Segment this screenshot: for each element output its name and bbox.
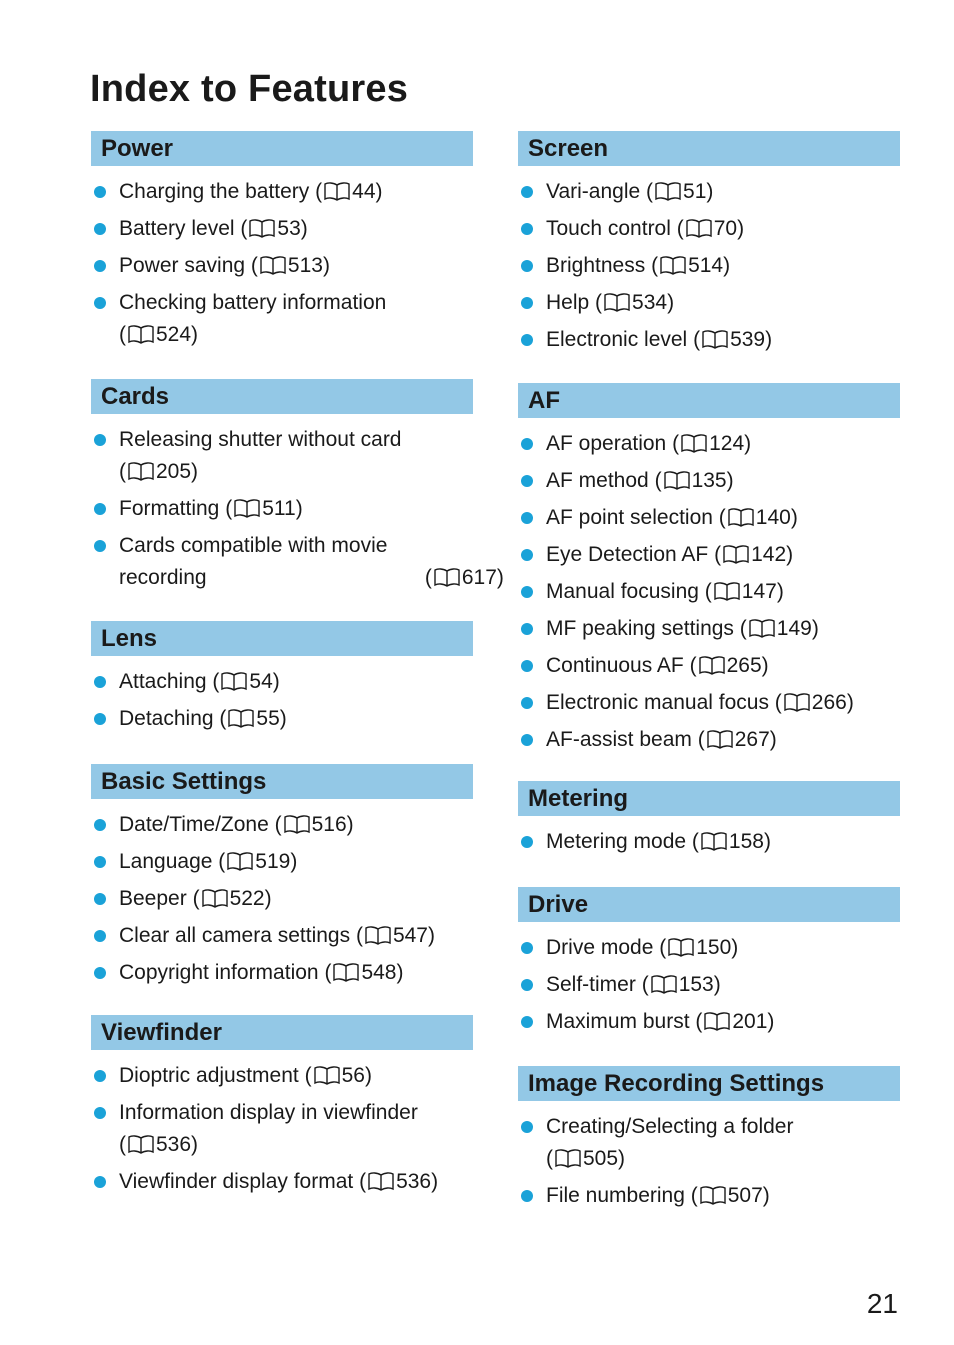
- section-heading: Basic Settings: [91, 764, 473, 799]
- book-icon: [127, 461, 155, 481]
- bullet-icon: [521, 836, 533, 848]
- bullet-icon: [94, 967, 106, 979]
- page-ref: ( 536): [119, 1133, 199, 1156]
- bullet-icon: [521, 475, 533, 487]
- book-icon: [283, 814, 311, 834]
- page-number-ref: 53: [277, 217, 301, 240]
- page-ref: ( 505): [546, 1147, 626, 1170]
- book-icon: [201, 888, 229, 908]
- item-list: [91, 424, 504, 594]
- item-label: Power saving: [119, 254, 246, 277]
- page-number-ref: 513: [287, 254, 323, 277]
- page-ref: ( 548): [324, 961, 404, 984]
- list-item[interactable]: [518, 539, 900, 571]
- item-label: Beeper: [119, 887, 187, 910]
- list-item[interactable]: [91, 424, 473, 488]
- section-basic-settings: [91, 764, 473, 994]
- list-item[interactable]: [91, 883, 473, 915]
- page-number-ref: 201: [732, 1010, 768, 1033]
- bullet-icon: [521, 334, 533, 346]
- list-item[interactable]: [518, 250, 900, 282]
- list-item[interactable]: [91, 287, 473, 351]
- page-number-ref: 153: [678, 973, 714, 996]
- page-ref: ( 536): [359, 1170, 439, 1193]
- bullet-icon: [521, 1016, 533, 1028]
- page-ref: ( 44): [315, 180, 383, 203]
- list-item[interactable]: [91, 957, 473, 989]
- item-label: AF-assist beam: [546, 728, 692, 751]
- item-list: [518, 428, 900, 756]
- item-label: MF peaking settings: [546, 617, 734, 640]
- list-item[interactable]: [518, 324, 900, 356]
- item-label: Maximum burst: [546, 1010, 690, 1033]
- bullet-icon: [94, 503, 106, 515]
- page-ref: ( 51): [646, 180, 714, 203]
- book-icon: [332, 962, 360, 982]
- bullet-icon: [521, 223, 533, 235]
- page-number-ref: 140: [755, 506, 791, 529]
- book-icon: [226, 851, 254, 871]
- page-ref: ( 205): [119, 460, 199, 483]
- page-number-ref: 519: [255, 850, 291, 873]
- item-label: AF method: [546, 469, 649, 492]
- page-number-ref: 56: [341, 1064, 365, 1087]
- list-item[interactable]: [518, 932, 900, 964]
- page-ref: ( 507): [690, 1184, 770, 1207]
- bullet-icon: [94, 1107, 106, 1119]
- page-number-ref: 44: [352, 180, 376, 203]
- page-ref: ( 511): [225, 497, 303, 520]
- page-ref: ( 514): [651, 254, 731, 277]
- page-ref: ( 56): [304, 1064, 372, 1087]
- page-ref: ( 617): [424, 566, 504, 589]
- page-number-ref: 536: [156, 1133, 192, 1156]
- bullet-icon: [521, 734, 533, 746]
- page-ref: ( 124): [672, 432, 752, 455]
- page-ref: ( 513): [250, 254, 330, 277]
- item-label: Charging the battery: [119, 180, 310, 203]
- item-label: Creating/Selecting a folder: [546, 1115, 794, 1138]
- item-label: Information display in viewfinder: [119, 1101, 418, 1124]
- page-number-ref: 514: [688, 254, 724, 277]
- bullet-icon: [94, 713, 106, 725]
- page-number-ref: 205: [156, 460, 192, 483]
- item-label: Help: [546, 291, 590, 314]
- page-number-ref: 55: [256, 707, 280, 730]
- page-ref: ( 516): [274, 813, 354, 836]
- page-number-ref: 147: [741, 580, 777, 603]
- list-item[interactable]: [91, 176, 473, 208]
- section-lens: [91, 621, 473, 740]
- book-icon: [654, 181, 682, 201]
- bullet-icon: [94, 1176, 106, 1188]
- item-label: Detaching: [119, 707, 214, 730]
- item-label: Viewfinder display format: [119, 1170, 354, 1193]
- bullet-icon: [94, 297, 106, 309]
- bullet-icon: [94, 223, 106, 235]
- page-number-ref: 142: [751, 543, 787, 566]
- section-af: [518, 383, 900, 761]
- bullet-icon: [521, 1121, 533, 1133]
- item-list: [91, 176, 473, 351]
- list-item[interactable]: [518, 176, 900, 208]
- item-label: Cards compatible with movie recording: [119, 534, 388, 589]
- page-number-ref: 547: [392, 924, 428, 947]
- item-label: Vari-angle: [546, 180, 641, 203]
- book-icon: [433, 567, 461, 587]
- page-number-ref: 124: [709, 432, 745, 455]
- bullet-icon: [521, 549, 533, 561]
- page-number-ref: 266: [811, 691, 847, 714]
- list-item[interactable]: [91, 920, 473, 952]
- page-ref: ( 142): [714, 543, 794, 566]
- item-label: Clear all camera settings: [119, 924, 351, 947]
- book-icon: [259, 255, 287, 275]
- item-list: [91, 1060, 473, 1198]
- item-label: Electronic level: [546, 328, 688, 351]
- book-icon: [650, 974, 678, 994]
- item-list: [518, 826, 900, 858]
- page-ref: ( 539): [693, 328, 773, 351]
- item-label: AF point selection: [546, 506, 713, 529]
- book-icon: [699, 1185, 727, 1205]
- section-heading: Lens: [91, 621, 473, 656]
- section-viewfinder: [91, 1015, 473, 1203]
- list-item[interactable]: [518, 826, 900, 858]
- book-icon: [233, 498, 261, 518]
- item-label: Date/Time/Zone: [119, 813, 269, 836]
- book-icon: [783, 692, 811, 712]
- book-icon: [659, 255, 687, 275]
- page-ref: ( 149): [739, 617, 819, 640]
- list-item[interactable]: [91, 703, 473, 735]
- page-number-ref: 265: [726, 654, 762, 677]
- item-label: Manual focusing: [546, 580, 699, 603]
- page-number-ref: 149: [776, 617, 812, 640]
- section-heading: Cards: [91, 379, 473, 414]
- item-list: [518, 176, 900, 356]
- list-item[interactable]: [518, 1006, 900, 1038]
- book-icon: [680, 433, 708, 453]
- item-label: Drive mode: [546, 936, 654, 959]
- bullet-icon: [521, 979, 533, 991]
- item-label: Metering mode: [546, 830, 687, 853]
- book-icon: [706, 729, 734, 749]
- book-icon: [727, 507, 755, 527]
- book-icon: [667, 937, 695, 957]
- list-item[interactable]: [91, 530, 504, 594]
- section-heading: Metering: [518, 781, 900, 816]
- page-number-ref: 507: [727, 1184, 763, 1207]
- item-label: Brightness: [546, 254, 646, 277]
- page-number-ref: 267: [734, 728, 770, 751]
- section-heading: Viewfinder: [91, 1015, 473, 1050]
- page-number-ref: 536: [396, 1170, 432, 1193]
- page-ref: ( 522): [192, 887, 272, 910]
- page-number-ref: 617: [461, 566, 497, 589]
- item-label: Dioptric adjustment: [119, 1064, 299, 1087]
- section-image-recording-settings: [518, 1066, 900, 1217]
- book-icon: [713, 581, 741, 601]
- bullet-icon: [521, 512, 533, 524]
- page-number-ref: 51: [683, 180, 707, 203]
- book-icon: [663, 470, 691, 490]
- page-ref: ( 266): [774, 691, 854, 714]
- page-ref: ( 150): [659, 936, 739, 959]
- list-item[interactable]: [91, 809, 473, 841]
- list-item[interactable]: [91, 213, 473, 245]
- section-screen: [518, 131, 900, 361]
- book-icon: [748, 618, 776, 638]
- page-number-ref: 534: [632, 291, 668, 314]
- item-label: Attaching: [119, 670, 207, 693]
- item-label: Continuous AF: [546, 654, 684, 677]
- bullet-icon: [521, 697, 533, 709]
- bullet-icon: [521, 942, 533, 954]
- list-item[interactable]: [91, 1097, 473, 1161]
- bullet-icon: [521, 623, 533, 635]
- list-item[interactable]: [518, 502, 900, 534]
- book-icon: [685, 218, 713, 238]
- bullet-icon: [94, 930, 106, 942]
- section-heading: Image Recording Settings: [518, 1066, 900, 1101]
- page-number-ref: 505: [583, 1147, 619, 1170]
- bullet-icon: [94, 819, 106, 831]
- page-ref: ( 153): [641, 973, 721, 996]
- page-number-ref: 54: [249, 670, 273, 693]
- bullet-icon: [521, 260, 533, 272]
- item-label: Battery level: [119, 217, 235, 240]
- page-ref: ( 147): [704, 580, 784, 603]
- list-item[interactable]: [91, 1166, 473, 1198]
- book-icon: [367, 1171, 395, 1191]
- bullet-icon: [521, 438, 533, 450]
- list-item[interactable]: [91, 846, 473, 878]
- book-icon: [127, 324, 155, 344]
- item-label: File numbering: [546, 1184, 685, 1207]
- bullet-icon: [521, 297, 533, 309]
- section-heading: AF: [518, 383, 900, 418]
- list-item[interactable]: [518, 687, 900, 719]
- bullet-icon: [94, 260, 106, 272]
- page-ref: ( 53): [240, 217, 308, 240]
- section-metering: [518, 781, 900, 863]
- item-list: [91, 666, 473, 735]
- list-item[interactable]: [518, 213, 900, 245]
- section-power: [91, 131, 473, 356]
- list-item[interactable]: [518, 465, 900, 497]
- list-item[interactable]: [518, 1111, 900, 1175]
- page-number-ref: 70: [713, 217, 738, 240]
- list-item[interactable]: [518, 724, 900, 756]
- section-heading: Screen: [518, 131, 900, 166]
- page-number-ref: 516: [311, 813, 347, 836]
- book-icon: [603, 292, 631, 312]
- bullet-icon: [94, 434, 106, 446]
- book-icon: [127, 1134, 155, 1154]
- section-cards: [91, 379, 504, 599]
- item-label: Electronic manual focus: [546, 691, 769, 714]
- page-number-ref: 524: [156, 323, 192, 346]
- page-ref: ( 201): [695, 1010, 775, 1033]
- bullet-icon: [94, 540, 106, 552]
- page-ref: ( 158): [691, 830, 771, 853]
- item-label: Copyright information: [119, 961, 319, 984]
- page-title: Index to Features: [90, 68, 409, 110]
- item-label: AF operation: [546, 432, 667, 455]
- page-ref: ( 55): [219, 707, 287, 730]
- book-icon: [703, 1011, 731, 1031]
- book-icon: [701, 329, 729, 349]
- list-item[interactable]: [518, 428, 900, 460]
- book-icon: [554, 1148, 582, 1168]
- page-number-ref: 135: [691, 469, 727, 492]
- list-item[interactable]: [91, 1060, 473, 1092]
- page-ref: ( 140): [718, 506, 798, 529]
- book-icon: [698, 655, 726, 675]
- page-number: 21: [866, 1288, 898, 1319]
- bullet-icon: [521, 186, 533, 198]
- list-item[interactable]: [518, 1180, 900, 1212]
- bullet-icon: [94, 186, 106, 198]
- bullet-icon: [94, 1070, 106, 1082]
- list-item[interactable]: [91, 493, 473, 525]
- page-ref: ( 265): [689, 654, 769, 677]
- bullet-icon: [521, 1190, 533, 1202]
- page-number-ref: 150: [696, 936, 732, 959]
- book-icon: [700, 831, 728, 851]
- section-drive: [518, 887, 900, 1043]
- page-ref: ( 70): [676, 217, 745, 240]
- book-icon: [323, 181, 351, 201]
- list-item[interactable]: [91, 250, 473, 282]
- list-item[interactable]: [518, 613, 900, 645]
- section-heading: Power: [91, 131, 473, 166]
- item-list: [518, 1111, 900, 1212]
- book-icon: [364, 925, 392, 945]
- bullet-icon: [521, 586, 533, 598]
- item-list: [91, 809, 473, 989]
- bullet-icon: [94, 856, 106, 868]
- item-list: [518, 932, 900, 1038]
- list-item[interactable]: [518, 650, 900, 682]
- book-icon: [313, 1065, 341, 1085]
- item-label: Releasing shutter without card: [119, 428, 402, 451]
- page-ref: ( 534): [595, 291, 675, 314]
- list-item[interactable]: [518, 969, 900, 1001]
- book-icon: [722, 544, 750, 564]
- list-item[interactable]: [91, 666, 473, 698]
- page-ref: ( 524): [119, 323, 199, 346]
- item-label: Touch control: [546, 217, 671, 240]
- book-icon: [220, 671, 248, 691]
- item-label: Self-timer: [546, 973, 636, 996]
- bullet-icon: [94, 893, 106, 905]
- book-icon: [227, 708, 255, 728]
- page-ref: ( 267): [697, 728, 777, 751]
- item-label: Eye Detection AF: [546, 543, 709, 566]
- page-number-ref: 548: [361, 961, 397, 984]
- page-number-ref: 539: [730, 328, 766, 351]
- item-label: Language: [119, 850, 213, 873]
- bullet-icon: [521, 660, 533, 672]
- page-ref: ( 135): [654, 469, 734, 492]
- page-ref: ( 547): [355, 924, 435, 947]
- section-heading: Drive: [518, 887, 900, 922]
- page-number-ref: 522: [229, 887, 265, 910]
- page-number-ref: 511: [262, 497, 296, 520]
- book-icon: [248, 218, 276, 238]
- item-label: Formatting: [119, 497, 220, 520]
- item-label: Checking battery information: [119, 291, 387, 314]
- list-item[interactable]: [518, 287, 900, 319]
- list-item[interactable]: [518, 576, 900, 608]
- page-number-ref: 158: [728, 830, 764, 853]
- page-ref: ( 519): [218, 850, 298, 873]
- bullet-icon: [94, 676, 106, 688]
- page-ref: ( 54): [212, 670, 280, 693]
